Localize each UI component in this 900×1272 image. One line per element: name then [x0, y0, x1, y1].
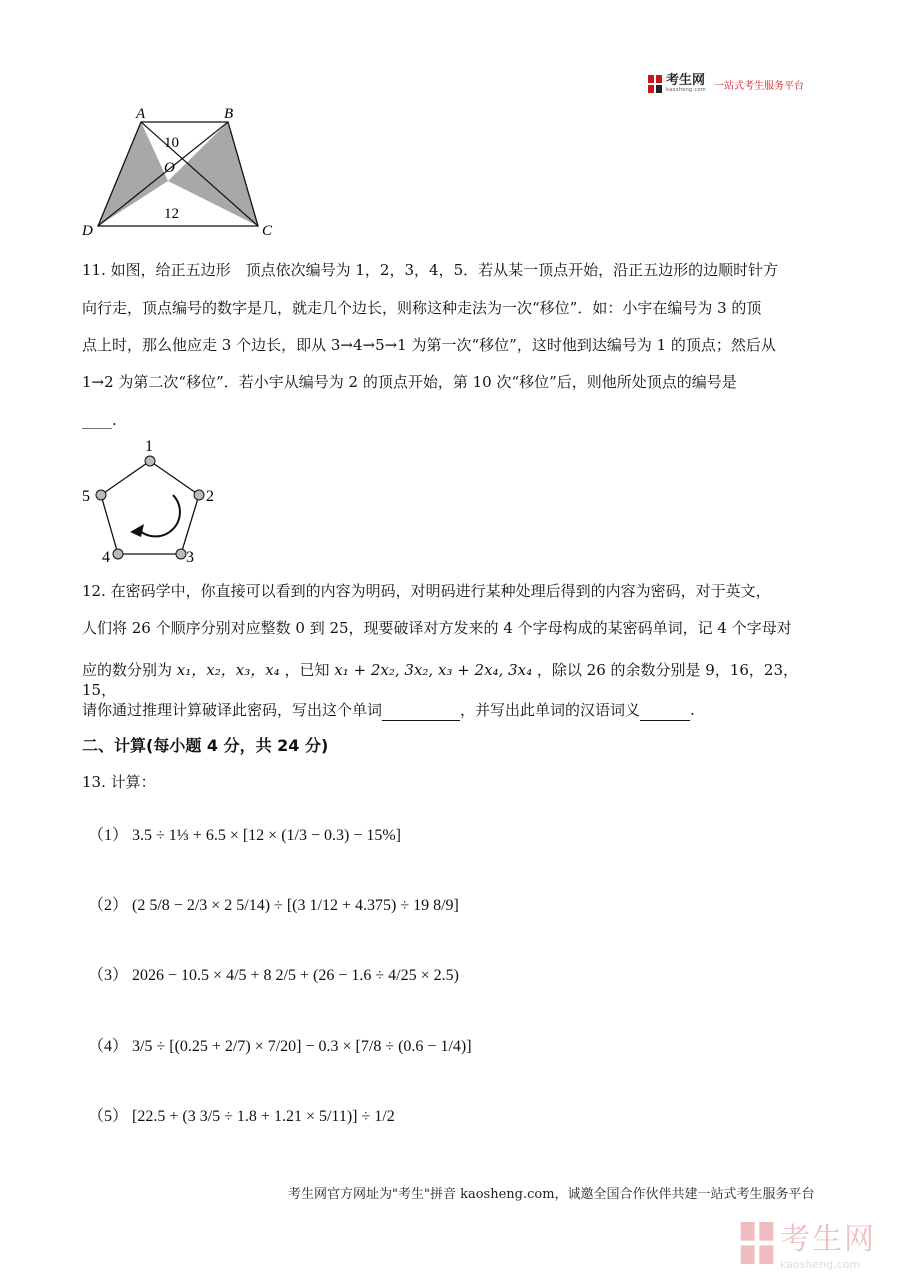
q12-line-2: 人们将 26 个顺序分别对应整数 0 到 25，现要破译对方发来的 4 个字母构成的某密码单词，记 4 个字母对 [82, 619, 792, 637]
q11-line-3: 点上时，那么他应走 3 个边长，即从 3→4→5→1 为第一次“移位”，这时他到达编号为 1 的顶点；然后从 [82, 336, 776, 354]
q13-item-3-num: （3） [88, 967, 129, 984]
shaded-triangle-right [168, 122, 258, 226]
label-B: B [224, 106, 234, 122]
header-logo [648, 73, 804, 95]
vertex-label-1: 1 [145, 438, 153, 455]
label-D: D [82, 223, 93, 238]
header-slogan: 一站式考生服务平台 [714, 80, 804, 92]
q12-line-3-b: ，已知 [284, 661, 330, 679]
q13-item-5 [88, 1103, 395, 1126]
q12-vars: x₁，x₂，x₃，x₄ [176, 661, 280, 679]
section-2-title: 二、计算(每小题 4 分，共 24 分) [82, 736, 329, 755]
q13-item-1-num: （1） [88, 827, 129, 844]
vertex-3 [176, 549, 186, 559]
label-A: A [136, 106, 146, 122]
q12-line-4-a: 请你通过推理计算破译此密码，写出这个单词 [82, 701, 383, 719]
watermark-name: 考生网 [780, 1222, 876, 1257]
vertex-label-4: 4 [102, 549, 110, 566]
q13-item-2 [88, 892, 459, 915]
q13-item-2-expr: (2 5/8 − 2/3 × 2 5/14) ÷ [(3 1/12 + 4.375) ÷ 19 8/9] [132, 897, 459, 914]
vertex-5 [96, 490, 106, 500]
q13-item-4-expr: 3/5 ÷ [(0.25 + 2/7) × 7/20] − 0.3 × [7/8 ÷ (0.6 − 1/4)] [132, 1038, 472, 1055]
kaosheng-logo-icon [648, 75, 662, 93]
vertex-label-5: 5 [82, 488, 90, 505]
watermark-logo-icon [740, 1222, 774, 1264]
q11-line-2: 向行走，顶点编号的数字是几，就走几个边长，则称这种走法为一次“移位”．如：小宇在编号为 3 的顶 [82, 299, 762, 317]
q12-line-4 [82, 700, 822, 721]
q11-line-1: 11. 如图，给正五边形 顶点依次编号为 1，2，3，4，5．若从某一顶点开始，沿正五边形的边顺时针方 [82, 261, 779, 279]
pentagon-figure [78, 433, 218, 567]
q13-item-2-num: （2） [88, 897, 129, 914]
q13-item-4 [88, 1033, 472, 1056]
footer-text: 考生网官方网址为"考生"拼音 kaosheng.com，诚邀全国合作伙伴共建一站式考生服务平台 [288, 1187, 815, 1202]
q13-item-5-expr: [22.5 + (3 3/5 ÷ 1.8 + 1.21 × 5/11)] ÷ 1/2 [132, 1108, 395, 1125]
q12-line-1: 12. 在密码学中，你直接可以看到的内容为明码，对明码进行某种处理后得到的内容为密码，对于英文， [82, 582, 771, 600]
q13-item-1 [88, 822, 401, 845]
q11-line-4: 1→2 为第二次“移位”．若小宇从编号为 2 的顶点开始，第 10 次“移位”后，则他所处顶点的编号是 [82, 373, 737, 391]
q12-line-3 [82, 660, 822, 700]
watermark [740, 1214, 876, 1271]
vertex-2 [194, 490, 204, 500]
label-O: O [164, 160, 175, 176]
q13-item-4-num: （4） [88, 1038, 129, 1055]
q13-title: 13. 计算： [82, 773, 156, 791]
shaded-triangle-left [98, 122, 168, 226]
q12-line-3-a: 应的数分别为 [82, 661, 173, 679]
q13-item-1-expr: 3.5 ÷ 1⅓ + 6.5 × [12 × (1/3 − 0.3) − 15%] [132, 827, 401, 844]
trapezoid-figure [78, 102, 278, 238]
q11-line-5: ____. [82, 411, 117, 429]
logo-domain: kaosheng.com [666, 87, 706, 93]
answer-blank-word[interactable] [382, 700, 460, 721]
q13-item-3 [88, 962, 459, 985]
logo-name: 考生网 [666, 73, 706, 88]
logo-text-block [666, 75, 706, 93]
watermark-text-block [780, 1214, 876, 1271]
answer-blank-meaning[interactable] [640, 700, 690, 721]
q13-item-3-expr: 2026 − 10.5 × 4/5 + 8 2/5 + (26 − 1.6 ÷ 4/25 × 2.5) [132, 967, 459, 984]
q13-item-5-num: （5） [88, 1108, 129, 1125]
vertex-1 [145, 456, 155, 466]
vertex-4 [113, 549, 123, 559]
q12-line-3-c: ，除以 26 的余数分别是 9，16，23，15， [82, 661, 799, 699]
q12-expr: x₁ + 2x₂, 3x₂, x₃ + 2x₄, 3x₄ [334, 661, 533, 679]
clockwise-arrow [138, 495, 180, 536]
label-C: C [262, 223, 273, 238]
q12-line-4-c: . [690, 701, 695, 719]
area-bottom: 12 [164, 206, 179, 222]
q12-line-4-b: ，并写出此单词的汉语词义 [460, 701, 641, 719]
vertex-label-3: 3 [186, 549, 194, 566]
watermark-domain: kaosheng.com [780, 1258, 861, 1271]
area-top: 10 [164, 135, 179, 151]
vertex-label-2: 2 [206, 488, 214, 505]
